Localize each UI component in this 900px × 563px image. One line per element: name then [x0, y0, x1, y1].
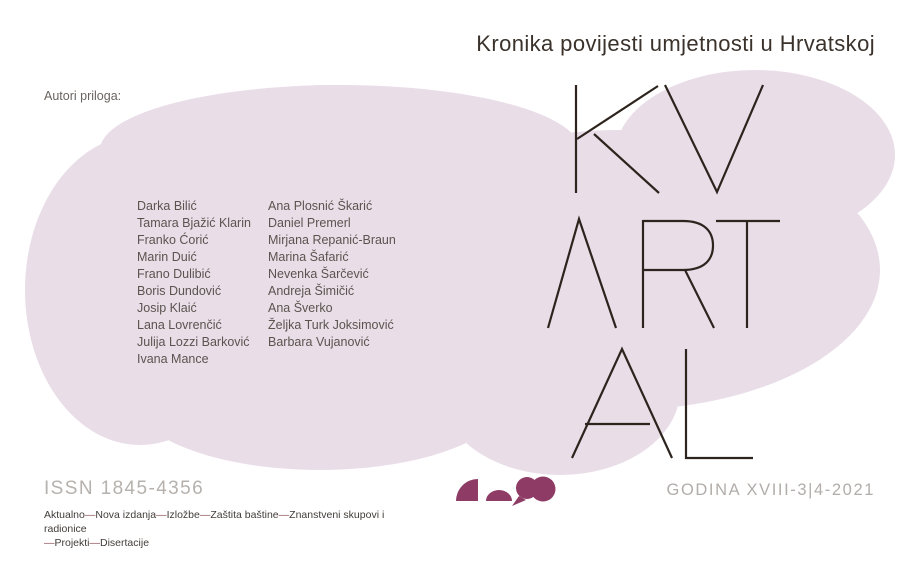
- rubric-item: Zaštita baštine: [210, 509, 279, 521]
- rubric-dash: —: [84, 509, 96, 521]
- authors-column-1: [137, 198, 251, 368]
- rubric-dash: —: [44, 537, 55, 549]
- author-name: Lana Lovrenčić: [137, 318, 222, 332]
- plum-dome-shape: [486, 490, 512, 501]
- plum-comma-shape: [516, 477, 538, 499]
- author-name: Franko Ćorić: [137, 233, 209, 247]
- author-name: Barbara Vujanović: [268, 335, 370, 349]
- plum-dot-shape: [531, 477, 556, 502]
- author-name: Josip Klaić: [137, 301, 197, 315]
- rubric-item: Nova izdanja: [95, 509, 157, 521]
- rubric-dash: —: [278, 509, 290, 521]
- author-name: Darka Bilić: [137, 199, 197, 213]
- rubric-item: Znanstveni skupovi i radionice: [44, 509, 385, 535]
- rubric-item: Izložbe: [166, 509, 200, 521]
- journal-subtitle: Kronika povijesti umjetnosti u Hrvatskoj: [476, 31, 875, 56]
- author-name: Ivana Mance: [137, 352, 209, 366]
- author-name: Željka Turk Joksimović: [268, 318, 394, 332]
- rubric-dash: —: [156, 509, 167, 521]
- rubric-dash: —: [89, 537, 101, 549]
- rubric-item: Disertacije: [100, 537, 150, 549]
- rubric-dash: —: [199, 509, 211, 521]
- rubric-item: Aktualno: [44, 509, 85, 521]
- author-name: Andreja Šimičić: [268, 284, 355, 298]
- author-name: Ana Šverko: [268, 301, 333, 315]
- plum-glyphs: [456, 477, 556, 507]
- author-name: Tamara Bjažić Klarin: [137, 216, 251, 230]
- authors-column-2: [268, 198, 396, 351]
- issn-number: ISSN 1845-4356: [44, 478, 205, 499]
- rubric-item: Projekti: [54, 537, 90, 549]
- author-name: Frano Dulibić: [137, 267, 211, 281]
- plum-wedge-shape: [456, 479, 478, 501]
- volume-year: GODINA XVIII-3|4-2021: [666, 481, 875, 499]
- author-name: Julija Lozzi Barković: [137, 335, 250, 349]
- blob-lobe: [615, 70, 895, 240]
- rubrics-list: [44, 508, 414, 550]
- author-name: Mirjana Repanić-Braun: [268, 233, 396, 247]
- author-name: Boris Dundović: [137, 284, 222, 298]
- author-name: Marin Duić: [137, 250, 197, 264]
- author-name: Nevenka Šarčević: [268, 267, 369, 281]
- authors-label: Autori priloga:: [44, 89, 122, 103]
- author-name: Ana Plosnić Škarić: [268, 199, 373, 213]
- author-name: Daniel Premerl: [268, 216, 351, 230]
- author-name: Marina Šafarić: [268, 250, 349, 264]
- plum-comma-tail: [512, 496, 526, 506]
